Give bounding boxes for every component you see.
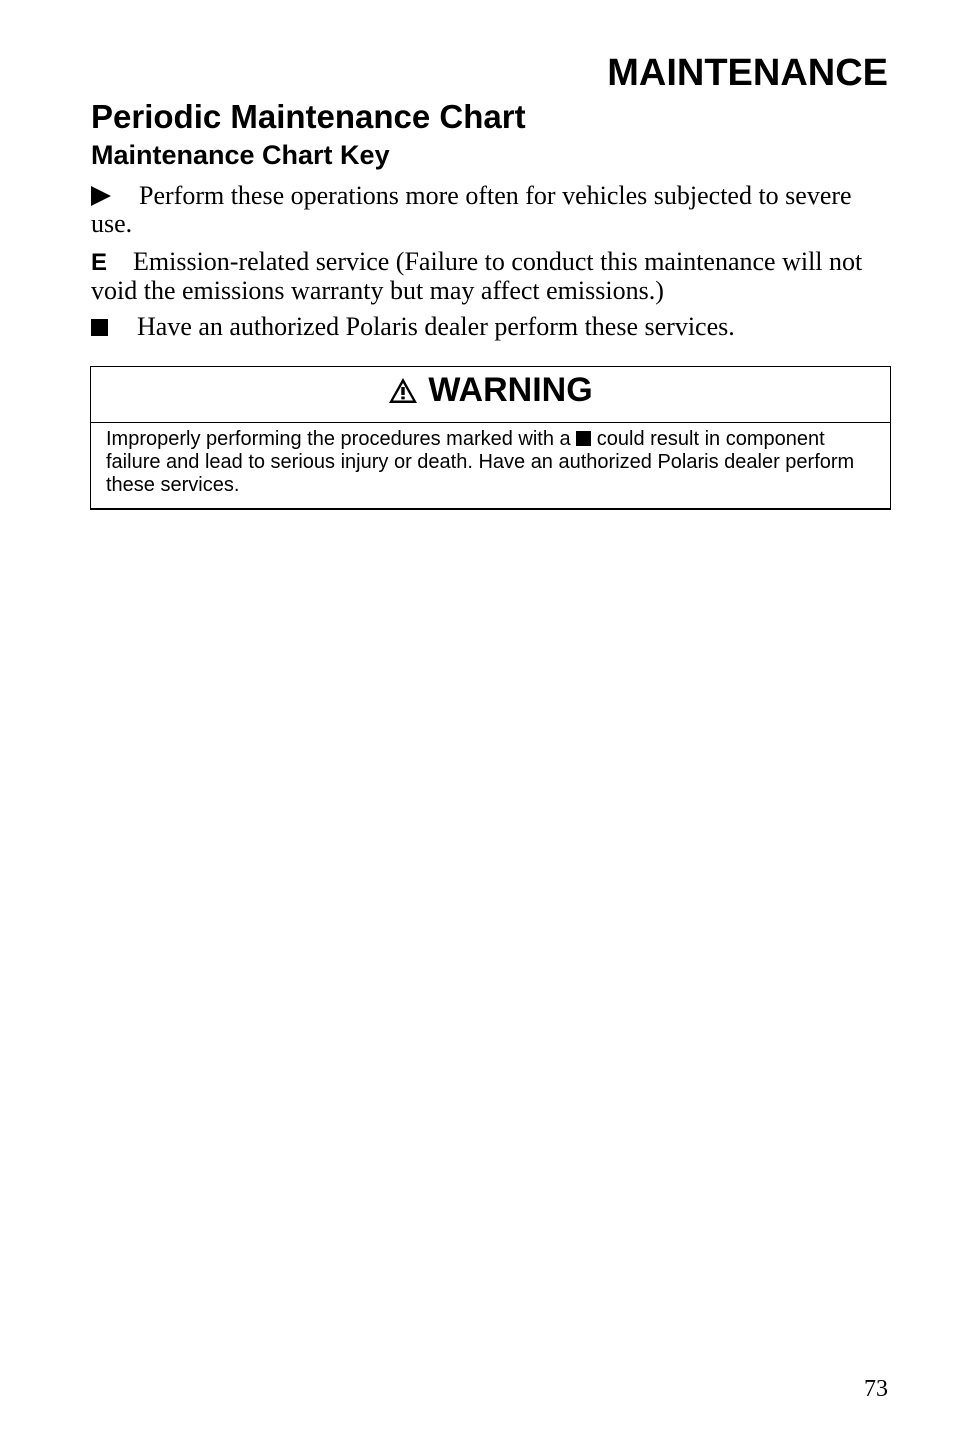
key-item-text: Have an authorized Polaris dealer perform these services.: [137, 312, 735, 341]
key-item-text: Perform these operations more often for vehicles subjected to severe use.: [91, 181, 852, 238]
page-number: 73: [864, 1376, 888, 1402]
arrow-right-icon: [91, 186, 111, 206]
key-item-emission: [91, 248, 891, 305]
black-square-icon: [576, 431, 591, 446]
emission-symbol: E: [91, 249, 108, 276]
key-item-text: Emission-related service (Failure to conduct this maintenance will not void the emissions warranty but may affect emissions.): [91, 247, 863, 305]
chart-key-subtitle: Maintenance Chart Key: [91, 140, 390, 170]
key-item-severe-use: [91, 182, 891, 238]
warning-box: [90, 366, 891, 510]
page-title: Periodic Maintenance Chart: [91, 98, 526, 135]
warning-text-end: could result in component failure and lead to serious injury or death. Have an authorized Polaris dealer perform these services.: [106, 428, 855, 496]
black-square-icon: [91, 319, 108, 336]
section-header: MAINTENANCE: [607, 52, 888, 94]
warning-triangle-icon: [388, 370, 418, 416]
key-item-dealer-service: [91, 313, 891, 341]
warning-text-start: Improperly performing the procedures marked with a: [106, 428, 577, 450]
warning-heading: WARNING: [428, 371, 593, 409]
warning-body: [91, 423, 890, 497]
warning-header: [91, 367, 890, 423]
